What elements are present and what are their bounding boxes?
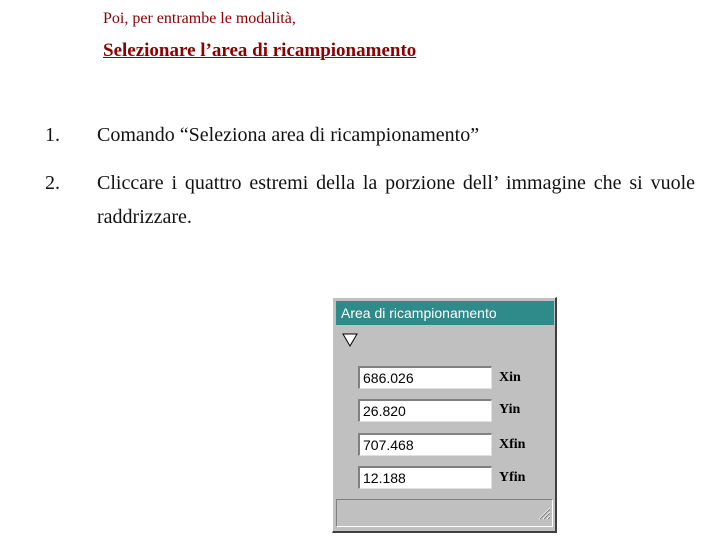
heading-subtitle: Poi, per entrambe le modalità,	[103, 10, 296, 27]
yfin-label: Yfin	[499, 470, 526, 485]
step-text: Cliccare i quattro estremi della la porzione dell’ immagine che si vuole raddrizzare.	[97, 172, 695, 228]
xin-label: Xin	[499, 370, 521, 385]
yfin-input[interactable]	[358, 466, 492, 489]
xfin-label: Xfin	[499, 437, 526, 452]
panel-title-bar[interactable]: Area di ricampionamento	[336, 301, 554, 325]
yin-label: Yin	[499, 402, 521, 417]
resample-area-panel	[332, 297, 557, 533]
xin-input[interactable]	[358, 366, 492, 389]
heading-title: Selezionare l’area di ricampionamento	[103, 40, 417, 61]
step-number: 1.	[45, 124, 60, 146]
step-text: Comando “Seleziona area di ricampionamento”	[97, 124, 480, 146]
xfin-input[interactable]	[358, 433, 492, 456]
step-number: 2.	[45, 172, 60, 194]
status-bar	[336, 499, 553, 527]
triangle-down-icon[interactable]	[342, 333, 358, 352]
yin-input[interactable]	[358, 399, 492, 422]
resize-grip-icon[interactable]	[537, 506, 551, 525]
